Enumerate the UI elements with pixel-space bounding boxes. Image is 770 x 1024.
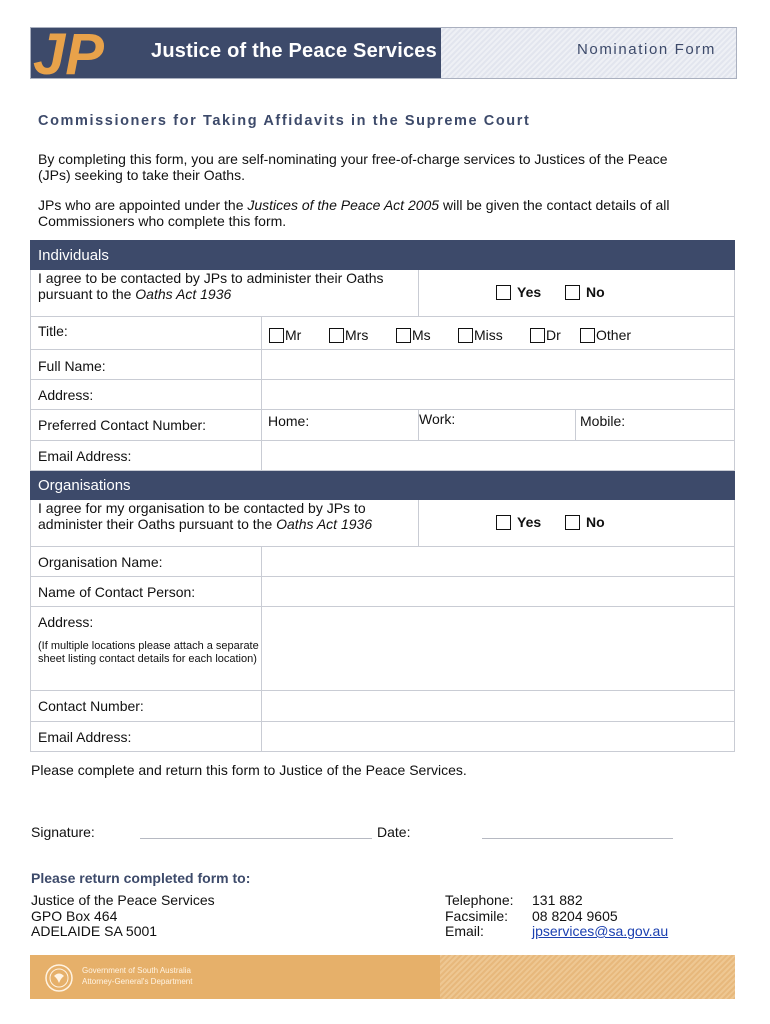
title-ms-label: Ms [412,327,431,343]
org-yes-label: Yes [517,514,542,530]
individuals-no-label: No [586,284,605,300]
org-contact-number-input[interactable] [262,691,735,722]
org-email-input[interactable] [262,722,735,752]
individuals-yes-label: Yes [517,284,542,300]
mobile-label: Mobile: [580,413,626,429]
return-address-line-3: ADELAIDE SA 5001 [31,923,158,939]
return-heading: Please return completed form to: [31,870,251,886]
email-link[interactable]: jpservices@sa.gov.au [532,923,669,939]
individuals-no-option[interactable] [565,284,605,300]
individuals-agree-act: Oaths Act 1936 [135,286,232,302]
facsimile-value: 08 8204 9605 [532,907,618,924]
address-row [31,380,735,410]
org-address-note: (If multiple locations please attach a separate sheet listing contact details for each location) [38,640,259,665]
footer-right-panel [440,955,735,999]
title-option-mr[interactable] [269,327,301,343]
org-no-checkbox[interactable] [565,515,580,530]
date-label: Date: [377,824,411,840]
org-yes-option[interactable] [496,514,541,530]
intro-paragraph-2 [38,197,698,229]
title-dr-checkbox[interactable] [530,328,545,343]
work-phone-input[interactable] [419,410,576,441]
individuals-agree-prefix: I agree to be contacted by JPs to administer their Oaths pursuant to the [38,270,384,302]
title-option-dr[interactable] [530,327,561,343]
full-name-label: Full Name: [31,350,262,380]
full-name-input[interactable] [262,350,735,380]
title-row [31,317,735,350]
org-no-label: No [586,514,605,530]
title-option-ms[interactable] [396,327,431,343]
section-organisations [31,471,735,500]
footer-left-panel [30,955,440,999]
page-subtitle: Commissioners for Taking Affidavits in the Supreme Court [38,113,531,129]
title-miss-label: Miss [474,327,503,343]
work-label: Work: [419,411,456,427]
signature-line[interactable] [140,838,372,839]
phone-row [31,410,735,441]
org-address-label: Address: [38,614,94,630]
section-individuals-title: Individuals [31,241,735,270]
jp-logo [31,22,126,87]
title-mrs-checkbox[interactable] [329,328,344,343]
email-label: Email Address: [31,441,262,471]
org-contact-number-row [31,691,735,722]
address-input[interactable] [262,380,735,410]
contact-person-input[interactable] [262,577,735,607]
jp-logo-text: JP [33,22,104,87]
mobile-phone-input[interactable] [576,410,735,441]
section-organisations-title: Organisations [31,471,735,500]
government-crest-icon [44,963,74,993]
org-yes-checkbox[interactable] [496,515,511,530]
individuals-agree-row [31,270,735,317]
title-option-mrs[interactable] [329,327,368,343]
org-name-row [31,547,735,577]
full-name-row [31,350,735,380]
org-email-label: Email Address: [31,722,262,752]
title-mr-label: Mr [285,327,302,343]
org-address-row [31,607,735,691]
nomination-form-table [30,240,735,752]
title-miss-checkbox[interactable] [458,328,473,343]
section-individuals [31,241,735,270]
title-other-checkbox[interactable] [580,328,595,343]
header-left-panel [31,22,441,87]
title-options [262,317,735,350]
header-right-panel [441,28,736,78]
org-name-input[interactable] [262,547,735,577]
org-agree-act: Oaths Act 1936 [276,516,373,532]
header-title: Justice of the Peace Services [151,40,437,62]
org-email-row [31,722,735,752]
phone-label: Preferred Contact Number: [31,410,262,441]
individuals-agree-text [31,270,419,317]
org-address-cell [31,607,262,691]
home-phone-input[interactable] [262,410,419,441]
org-name-label: Organisation Name: [31,547,262,577]
title-mrs-label: Mrs [345,327,369,343]
title-mr-checkbox[interactable] [269,328,284,343]
contact-labels [445,893,514,940]
org-agree-prefix: I agree for my organisation to be contacted by JPs to administer their Oaths pursuant to the [38,500,366,532]
individuals-yes-checkbox[interactable] [496,285,511,300]
gov-line-2: Attorney-General's Department [82,977,193,986]
org-agree-text [31,500,419,547]
title-label: Title: [31,317,262,350]
individuals-yes-option[interactable] [496,284,541,300]
address-label: Address: [31,380,262,410]
title-option-miss[interactable] [458,327,503,343]
home-label: Home: [268,413,310,429]
intro-p2-suffix: will be given the contact details of all Commissioners who complete this form. [38,197,670,229]
intro-p2-act: Justices of the Peace Act 2005 [247,197,440,213]
return-address-line-2: GPO Box 464 [31,907,118,924]
email-input[interactable] [262,441,735,471]
footer-banner [30,955,735,999]
government-text [82,965,192,987]
intro-p2-prefix: JPs who are appointed under the [38,197,248,213]
email-contact-label: Email: [445,923,484,939]
intro-paragraph-1: By completing this form, you are self-nominating your free-of-charge services to Justices of the Peace (JPs) seeking to take their Oaths. [38,151,668,183]
telephone-value: 131 882 [532,892,583,908]
title-option-other[interactable] [580,327,631,343]
contact-person-row [31,577,735,607]
return-address-line-1: Justice of the Peace Services [31,892,215,908]
individuals-agree-options [419,270,735,317]
contact-values [532,893,668,940]
header-banner [30,22,737,87]
gov-line-1: Government of South Australia [82,966,191,975]
org-contact-number-label: Contact Number: [31,691,262,722]
closing-instruction: Please complete and return this form to Justice of the Peace Services. [31,762,467,778]
email-row [31,441,735,471]
signature-label: Signature: [31,824,95,840]
title-other-label: Other [596,327,632,343]
org-agree-row [31,500,735,547]
return-address [31,893,215,940]
facsimile-label: Facsimile: [445,907,509,924]
form-name: Nomination Form [576,41,716,58]
telephone-label: Telephone: [445,892,514,908]
date-line[interactable] [482,838,673,839]
title-dr-label: Dr [546,327,561,343]
contact-person-label: Name of Contact Person: [31,577,262,607]
individuals-no-checkbox[interactable] [565,285,580,300]
org-agree-options [419,500,735,547]
title-ms-checkbox[interactable] [396,328,411,343]
org-address-input[interactable] [262,607,735,691]
org-no-option[interactable] [565,514,605,530]
